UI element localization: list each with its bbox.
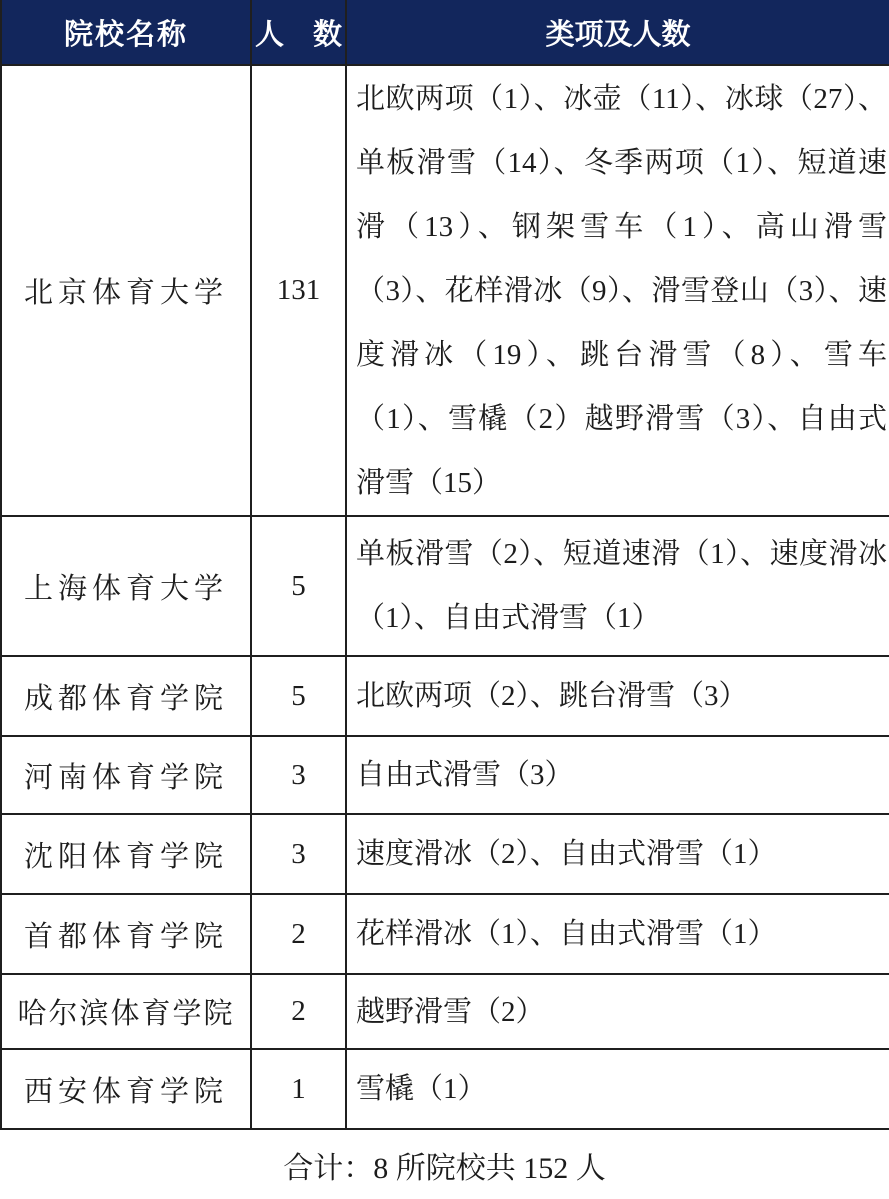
header-cell-categories-label: 类项及人数: [545, 18, 691, 51]
table-row: [2, 657, 889, 737]
table-row: [2, 517, 889, 657]
count-cell: 2: [252, 975, 347, 1048]
categories-cell: [347, 975, 889, 1048]
header-cell-categories: [347, 0, 889, 64]
table-row: [2, 975, 889, 1050]
school-name-cell: 哈尔滨体育学院: [2, 975, 252, 1048]
table-row: [2, 66, 889, 517]
header-cell-count: 人 数: [252, 0, 347, 64]
count-cell: 131: [252, 66, 347, 515]
categories-cell: [347, 895, 889, 973]
categories-text: 北欧两项（2）、跳台滑雪（3）: [356, 680, 748, 712]
school-name-cell: 北京体育大学: [2, 66, 252, 515]
school-name-cell: 西安体育学院: [2, 1050, 252, 1128]
categories-cell: [347, 815, 889, 893]
categories-text: 单板滑雪（2）、短道速滑（1）、速度滑冰（1）、自由式滑雪（1）: [356, 538, 887, 634]
categories-cell: [347, 737, 889, 813]
school-name-cell: 成都体育学院: [2, 657, 252, 735]
count-cell: 3: [252, 737, 347, 813]
table-row: [2, 737, 889, 815]
count-cell: 1: [252, 1050, 347, 1128]
categories-cell: [347, 517, 889, 655]
categories-cell: [347, 66, 889, 515]
count-cell: 2: [252, 895, 347, 973]
school-name-cell: 沈阳体育学院: [2, 815, 252, 893]
categories-text: 速度滑冰（2）、自由式滑雪（1）: [356, 838, 777, 870]
categories-cell: [347, 1050, 889, 1128]
count-cell: 5: [252, 517, 347, 655]
categories-text: 北欧两项（1）、冰壶（11）、冰球（27）、单板滑雪（14）、冬季两项（1）、短道速滑（13）、钢架雪车（1）、高山滑雪（3）、花样滑冰（9）、滑雪登山（3）、速度滑冰（19）、跳台滑雪（8）、雪车（1）、雪橇（2）越野滑雪（3）、自由式滑雪（15）: [356, 82, 887, 499]
table-row: [2, 1050, 889, 1130]
count-cell: 3: [252, 815, 347, 893]
table-row: [2, 895, 889, 975]
total-row: 合计：8 所院校共 152 人: [283, 1151, 606, 1185]
categories-text: 自由式滑雪（3）: [356, 759, 574, 791]
categories-text: 雪橇（1）: [356, 1073, 487, 1105]
table-row: [2, 815, 889, 895]
table-header-row: [2, 0, 889, 66]
count-cell: 5: [252, 657, 347, 735]
school-name-cell: 河南体育学院: [2, 737, 252, 813]
school-name-cell: 上海体育大学: [2, 517, 252, 655]
categories-cell: [347, 657, 889, 735]
header-cell-school: 院校名称: [2, 0, 252, 64]
categories-text: 花样滑冰（1）、自由式滑雪（1）: [356, 918, 777, 950]
school-name-cell: 首都体育学院: [2, 895, 252, 973]
categories-text: 越野滑雪（2）: [356, 995, 545, 1028]
